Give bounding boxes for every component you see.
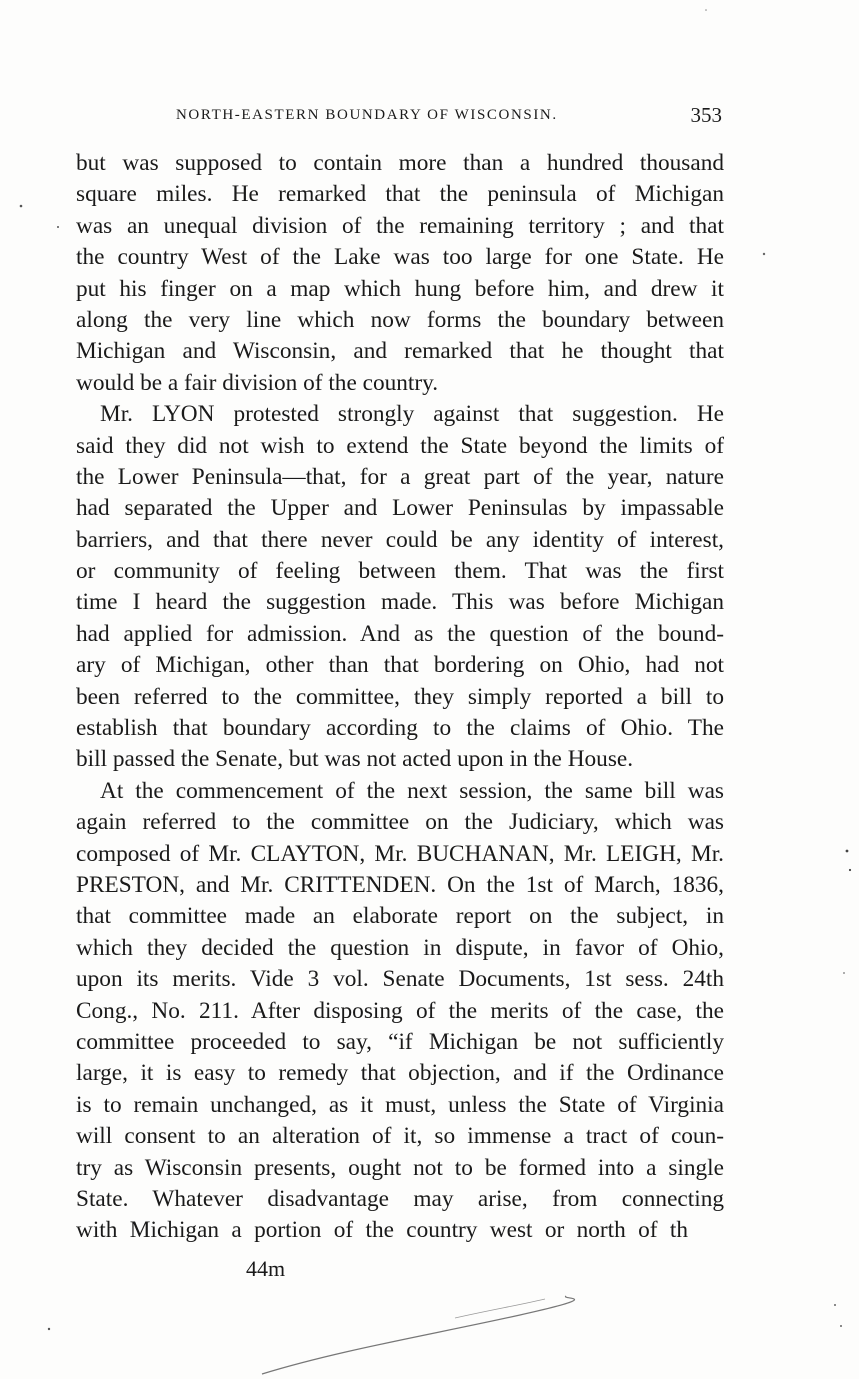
text-line: which they decided the question in dispute, in favor of Ohio, [76, 934, 724, 961]
text-line: the Lower Peninsula—that, for a great part of the year, nature [76, 463, 724, 490]
text-line: committee proceeded to say, “if Michigan be not sufficiently [76, 1028, 724, 1055]
text-line: that committee made an elaborate report on the subject, in [76, 903, 724, 930]
text-line: time I heard the suggestion made. This was before Michigan [76, 589, 724, 616]
text-line: again referred to the committee on the Judiciary, which was [76, 809, 724, 836]
text-line: with Michigan a portion of the country west or north of th [76, 1217, 688, 1244]
text-line: had separated the Upper and Lower Peninsulas by impassable [76, 495, 724, 522]
text-line: State. Whatever disadvantage may arise, from connecting [76, 1185, 724, 1212]
pencil-stroke [262, 1296, 575, 1374]
speck [763, 253, 765, 255]
text-line: was an unequal division of the remaining territory ; and that [76, 212, 724, 239]
text-line: along the very line which now forms the boundary between [76, 306, 724, 333]
text-line: put his finger on a map which hung before him, and drew it [76, 275, 724, 302]
signature-mark: 44m [246, 1256, 286, 1281]
text-line: barriers, and that there never could be any identity of interest, [76, 526, 724, 553]
text-line: had applied for admission. And as the question of the bound- [76, 620, 724, 647]
page-number: 353 [690, 103, 722, 127]
text-line: is to remain unchanged, as it must, unless the State of Virginia [76, 1091, 724, 1118]
text-line: PRESTON, and Mr. CRITTENDEN. On the 1st of March, 1836, [76, 871, 724, 898]
speck [57, 226, 59, 228]
text-line: Michigan and Wisconsin, and remarked that he thought that [76, 338, 724, 365]
text-line: will consent to an alteration of it, so immense a tract of coun- [76, 1123, 724, 1150]
text-line: but was supposed to contain more than a hundred thousand [76, 150, 724, 176]
speck [840, 1325, 842, 1327]
speck [843, 972, 845, 974]
text-line: been referred to the committee, they simply reported a bill to [76, 683, 724, 710]
text-line: or community of feeling between them. That was the first [76, 558, 724, 585]
paragraph-start-line: At the commencement of the next session, the same bill was [100, 777, 724, 804]
speck [834, 1304, 836, 1306]
text-line: large, it is easy to remedy that objection, and if the Ordinance [76, 1060, 724, 1087]
text-line: bill passed the Senate, but was not acted upon in the House. [76, 746, 634, 773]
speck [705, 9, 707, 11]
text-line: establish that boundary according to the claims of Ohio. The [76, 715, 724, 742]
speck [48, 1328, 50, 1330]
text-line: the country West of the Lake was too large for one State. He [76, 244, 724, 271]
paragraph-start-line: Mr. LYON protested strongly against that suggestion. He [100, 401, 724, 428]
text-line: try as Wisconsin presents, ought not to be formed into a single [76, 1154, 724, 1181]
running-title: NORTH-EASTERN BOUNDARY OF WISCONSIN. [176, 107, 558, 123]
speck [849, 869, 851, 871]
speck [20, 205, 23, 208]
text-line: composed of Mr. CLAYTON, Mr. BUCHANAN, Mr. LEIGH, Mr. [76, 840, 724, 867]
text-line: upon its merits. Vide 3 vol. Senate Documents, 1st sess. 24th [76, 966, 724, 993]
text-line: square miles. He remarked that the peninsula of Michigan [76, 181, 724, 208]
text-line: said they did not wish to extend the State beyond the limits of [76, 432, 724, 459]
text-line: would be a fair division of the country. [76, 369, 439, 396]
text-line: ary of Michigan, other than that bordering on Ohio, had not [76, 652, 724, 679]
speck [846, 850, 849, 853]
pencil-stroke-faint [455, 1299, 545, 1318]
text-line: Cong., No. 211. After disposing of the merits of the case, the [76, 997, 724, 1024]
